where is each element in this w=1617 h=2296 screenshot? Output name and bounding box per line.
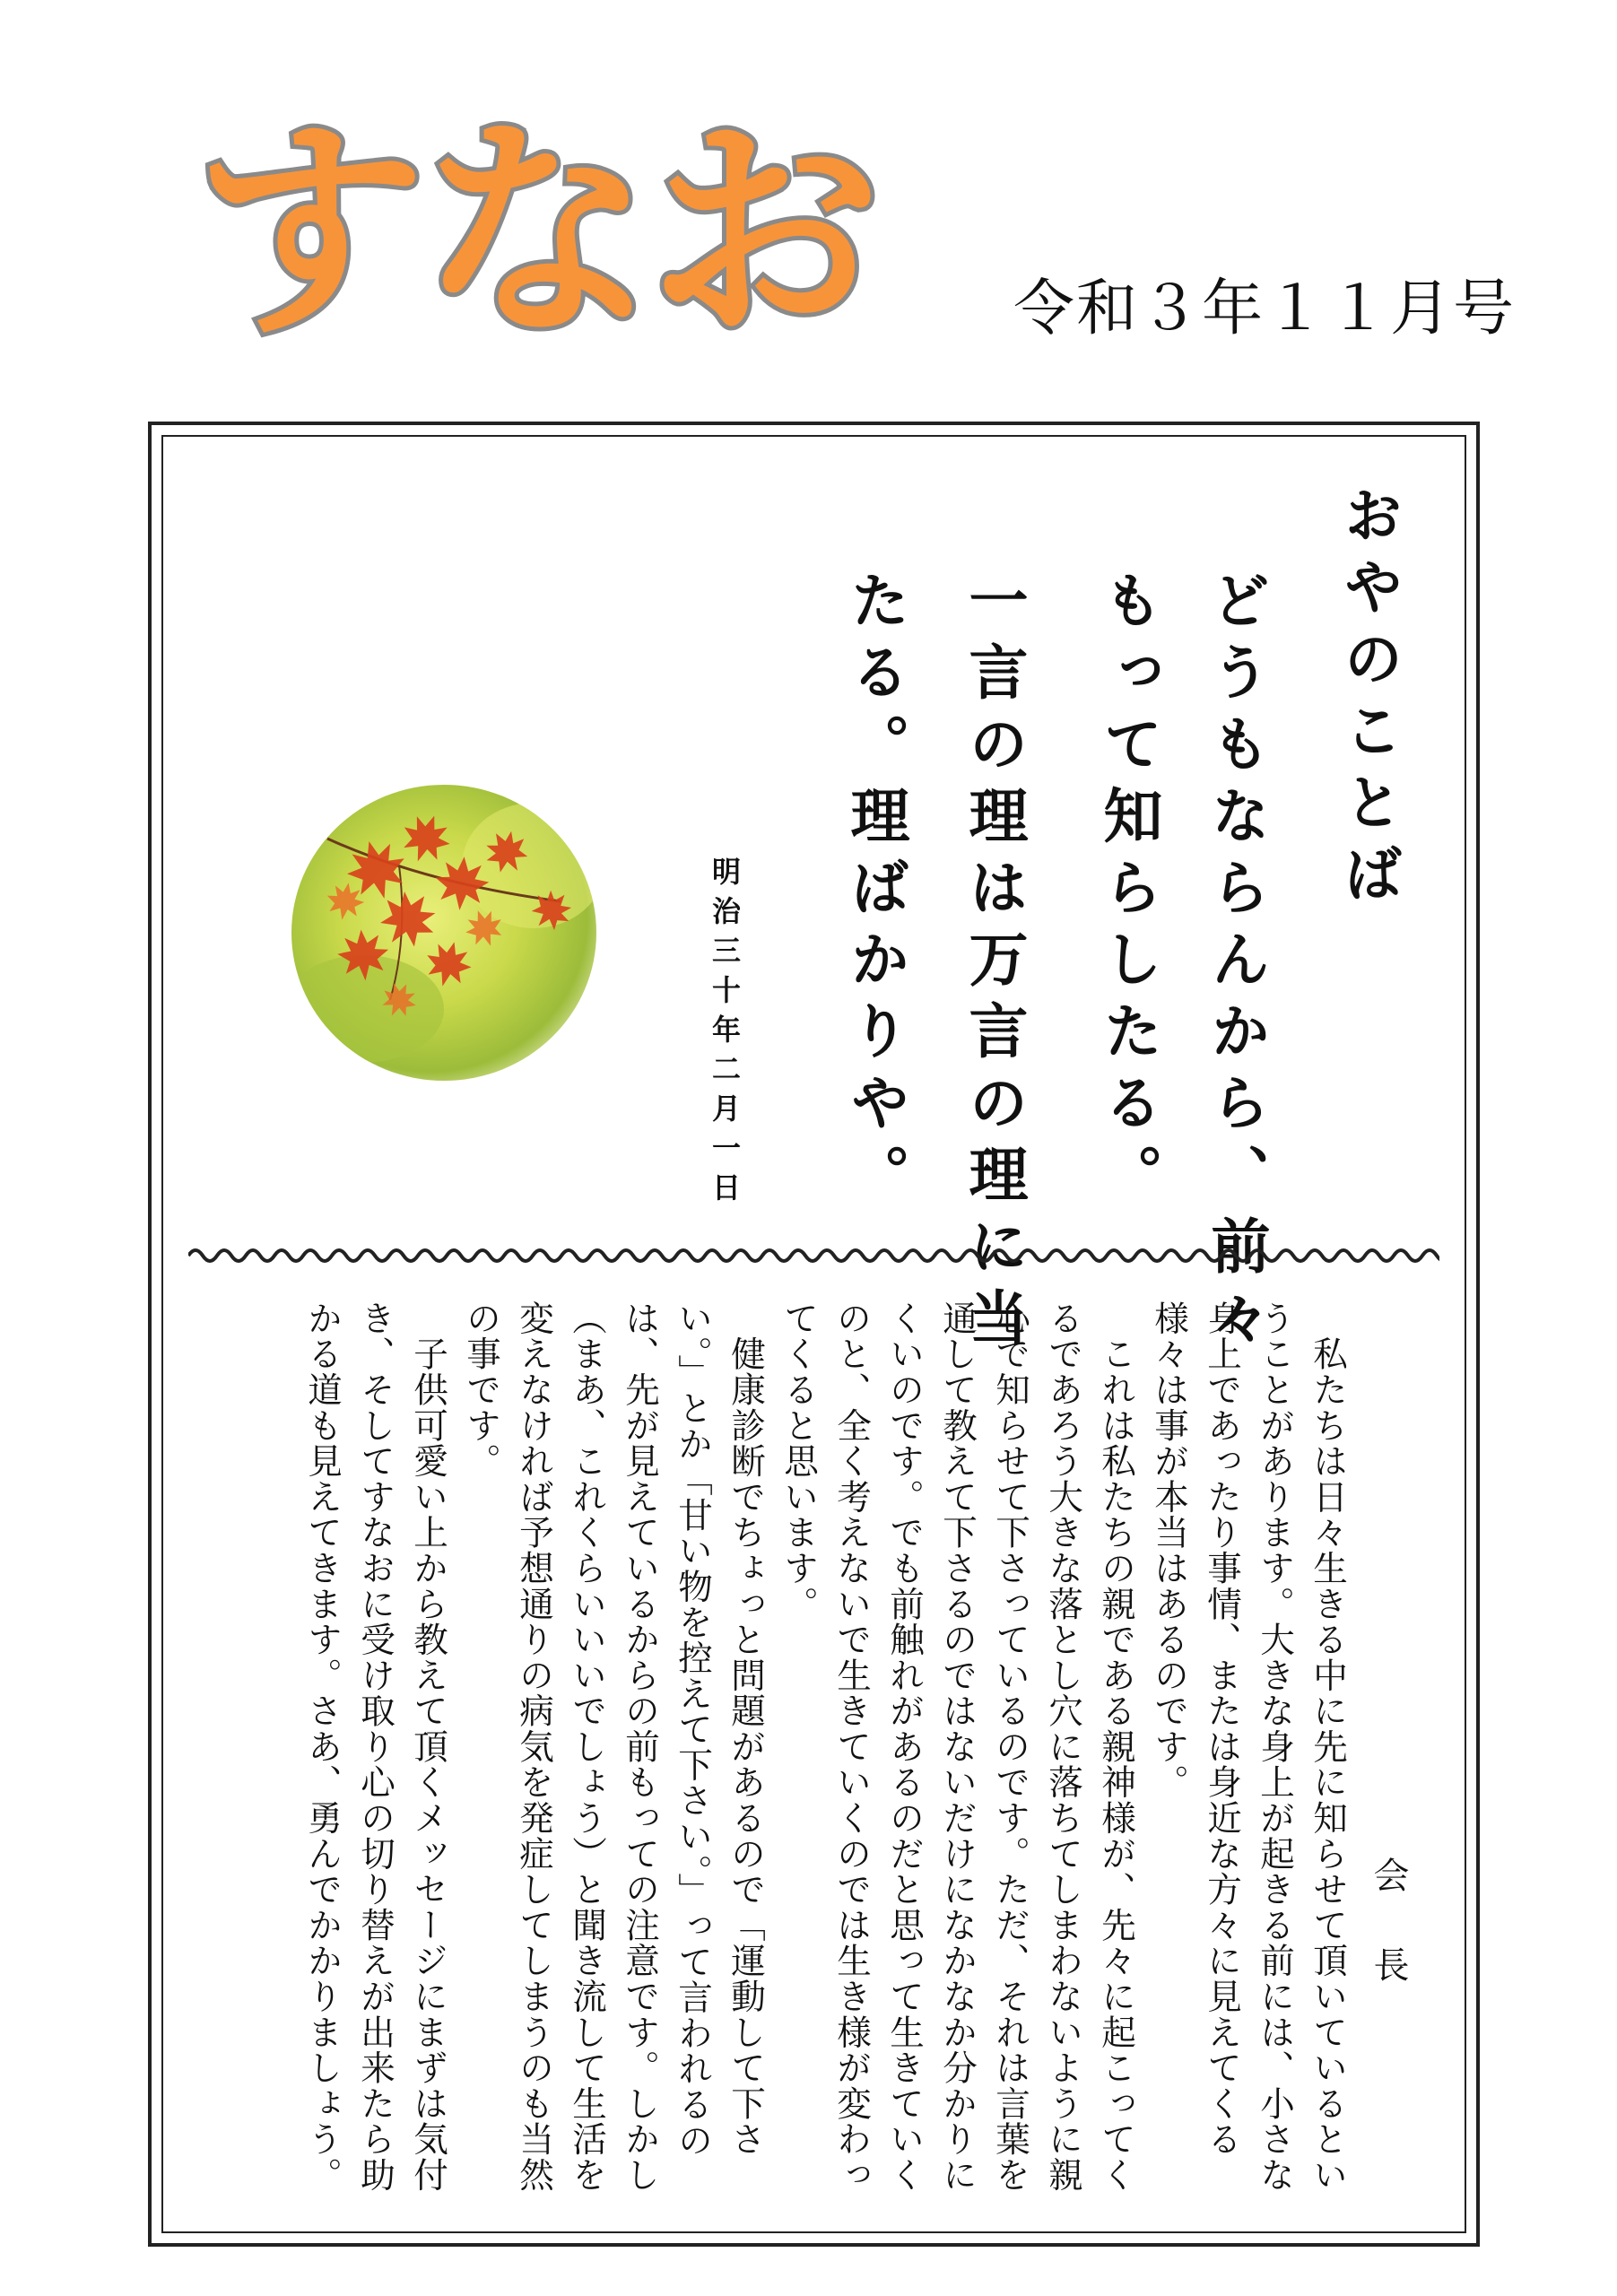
essay-paragraph: 子供可愛い上から教えて頂くメッセージにまずは気付き、そしてすなおに受け取り心の切り替えが出来たら助かる道も見えてきます。さあ、勇んでかかりましょう。 (302, 1300, 448, 2193)
quote-line: 一言の理は万言の理に当 (959, 570, 1028, 1359)
issue-date: 令和３年１１月号 (1013, 274, 1517, 344)
essay-byline: 会長 (1368, 1857, 1409, 2036)
quote-line: もって知らしたる。 (1093, 570, 1162, 1215)
masthead-title: すなお (193, 98, 876, 369)
essay-paragraph: 健康診断でちょっと問題があるので「運動して下さい。」とか「甘い物を控えて下さい。」って言われるのは、先が見えているからの前もっての注意です。しかし（まあ、これくらいいいでしょう）と聞き流して生活を変えなければ予想通りの病気を発症してしまうのも当然の事です。 (461, 1300, 766, 2193)
essay-paragraph: 私たちは日々生きる中に先に知らせて頂いているということがあります。大きな身上が起きる前には、小さな身上であったり事情、または身近な方々に見えてくる様々は事が本当はあるのです。 (1149, 1300, 1348, 2193)
quote-line: たる。理ばかりや。 (840, 570, 909, 1215)
quote-heading: おやのことば (1334, 484, 1403, 915)
quote-date: 明治三十年二月一日 (708, 857, 742, 1212)
essay-paragraph: これは私たちの親である親神様が、先々に起こってくるであろう大きな落とし穴に落ちてしまわないように親心で知らせて下さっているのです。ただ、それは言葉を通して教えて下さるのではないだけになかなか分かりにくいのです。でも前触れがあるのだと思って生きていくのと、全く考えないで生きていくのでは生き様が変わってくると思います。 (778, 1300, 1136, 2193)
masthead (193, 98, 928, 369)
quote-line: どうもならんから、前々 (1201, 570, 1270, 1359)
essay-body (188, 1300, 1354, 2206)
autumn-maple-leaves-photo (291, 785, 596, 1081)
wavy-line-divider (188, 1242, 1439, 1269)
maple-leaves-illustration (291, 785, 596, 1081)
